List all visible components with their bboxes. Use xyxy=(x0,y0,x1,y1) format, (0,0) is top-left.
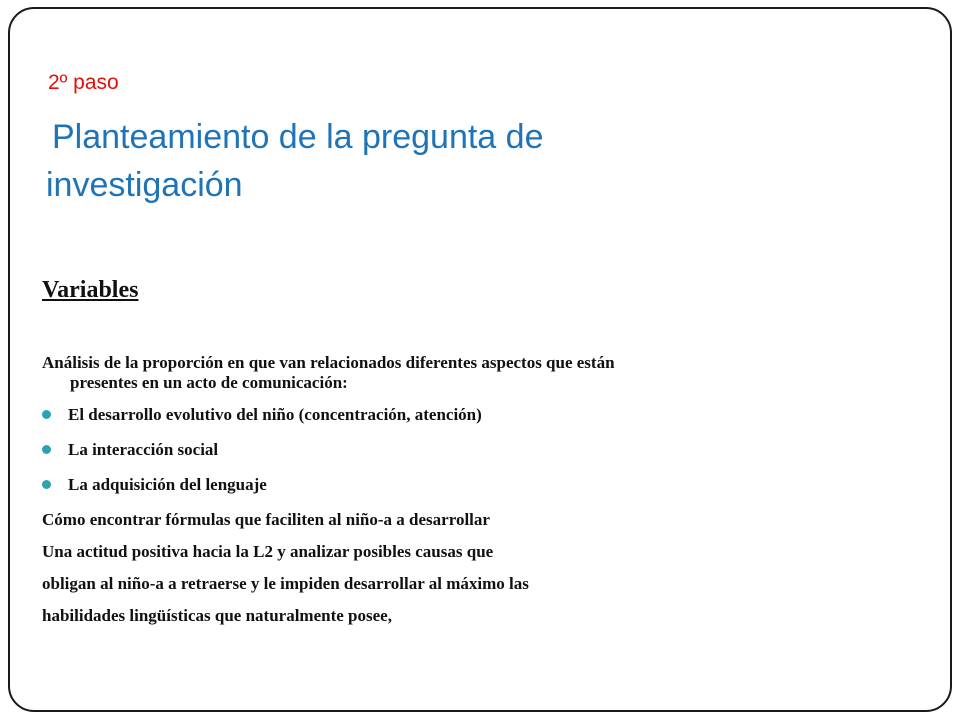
list-item xyxy=(42,405,922,425)
body-line: habilidades lingüísticas que naturalmente posee, xyxy=(42,606,392,625)
bullet-dot-icon xyxy=(42,410,51,419)
list-item-text: El desarrollo evolutivo del niño (concentración, atención) xyxy=(68,405,482,424)
list-item-text: La adquisición del lenguaje xyxy=(68,475,267,494)
intro-paragraph xyxy=(42,353,922,393)
slide-title xyxy=(46,113,766,209)
slide-title-line-1: Planteamiento de la pregunta de xyxy=(52,118,544,156)
body-line: Cómo encontrar fórmulas que faciliten al niño-a a desarrollar xyxy=(42,510,490,529)
list-item xyxy=(42,440,922,460)
bullet-list xyxy=(42,405,922,495)
body-line: Una actitud positiva hacia la L2 y analizar posibles causas que xyxy=(42,542,494,561)
list-item xyxy=(42,475,922,495)
step-label: 2º paso xyxy=(48,71,119,94)
body-line: obligan al niño-a a retraerse y le impiden desarrollar al máximo las xyxy=(42,574,529,593)
slide-body xyxy=(42,353,922,626)
bullet-dot-icon xyxy=(42,445,51,454)
slide-frame xyxy=(8,7,952,712)
intro-line-1: Análisis de la proporción en que van relacionados diferentes aspectos que están xyxy=(42,353,615,372)
slide-title-line-2: investigación xyxy=(46,166,243,204)
bullet-dot-icon xyxy=(42,480,51,489)
intro-line-2: presentes en un acto de comunicación: xyxy=(70,373,348,392)
section-heading: Variables xyxy=(42,277,139,303)
list-item-text: La interacción social xyxy=(68,440,219,459)
